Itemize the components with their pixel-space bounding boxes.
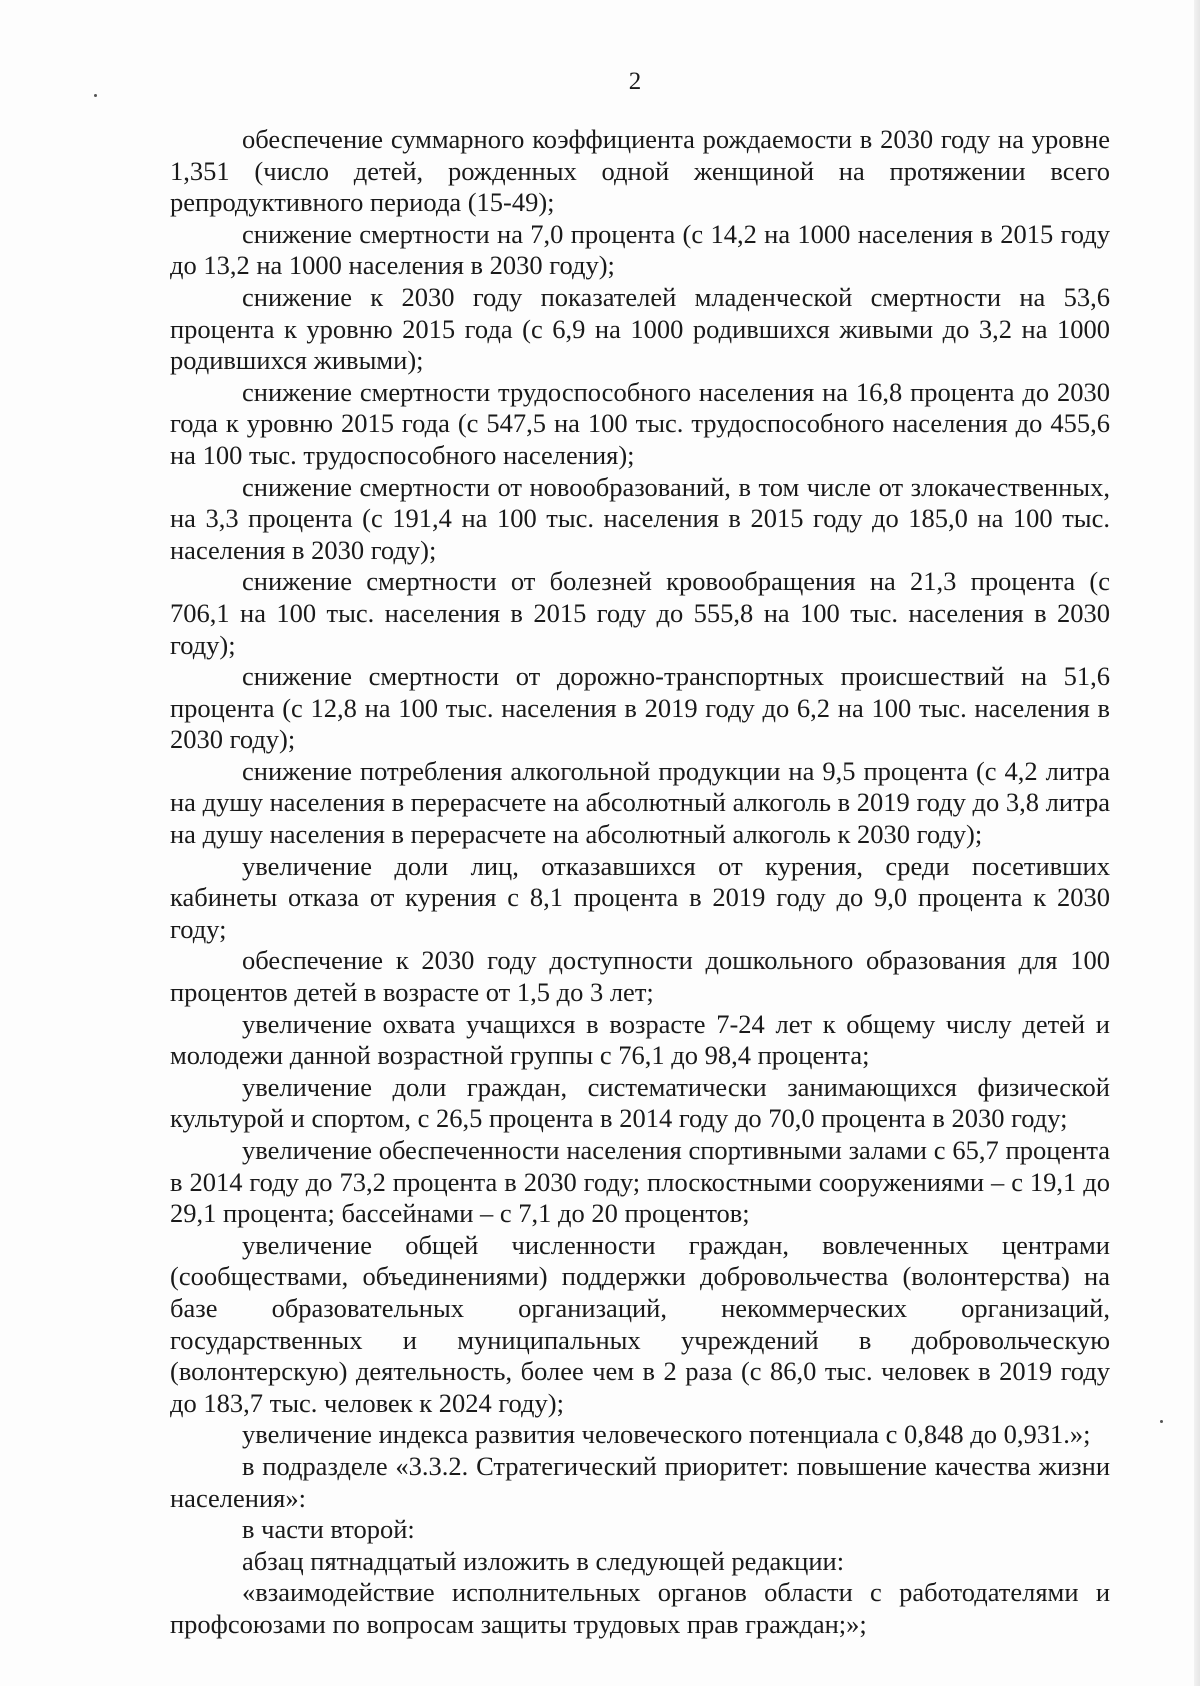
page-number: 2 (628, 68, 642, 95)
paragraph: увеличение индекса развития человеческого потенциала с 0,848 до 0,931.»; (242, 1419, 1091, 1450)
paragraph: снижение смертности от новообразований, в том числе от злокачественных, на 3,3 процента (с 191,4 на 100 тыс. населения в 2015 году до 185,0 на 100 тыс. населения в 2030 году); (170, 471, 1110, 565)
scan-speck (1160, 1420, 1163, 1423)
paragraph: в части второй: (242, 1514, 415, 1545)
paragraph: увеличение общей численности граждан, вовлеченных центрами (сообществами, объединениями) поддержки добровольчества (волонтерства) на базе образовательных организаций, некоммерческих организаций, государственных и муниципальных учреждений в добровольческую (волонтерскую) деятельность, более чем в 2 раза (с 86,0 тыс. человек в 2019 году до 183,7 тыс. человек к 2024 году); (170, 1229, 1110, 1418)
paragraph: снижение потребления алкогольной продукции на 9,5 процента (с 4,2 литра на душу населения в перерасчете на абсолютный алкоголь в 2019 году до 3,8 литра на душу населения в перерасчете на абсолютный алкоголь к 2030 году); (170, 755, 1110, 850)
paragraph: увеличение охвата учащихся в возрасте 7-24 лет к общему числу детей и молодежи данной возрастной группы с 76,1 до 98,4 процента; (170, 1008, 1110, 1071)
paragraph: снижение смертности от болезней кровообращения на 21,3 процента (с 706,1 на 100 тыс. населения в 2015 году до 555,8 на 100 тыс. населения в 2030 году); (170, 566, 1110, 660)
paragraph: снижение к 2030 году показателей младенческой смертности на 53,6 процента к уровню 2015 года (с 6,9 на 1000 родившихся живыми до 3,2 на 1000 родившихся живыми); (170, 281, 1110, 376)
scan-edge (1194, 0, 1200, 1686)
paragraph: обеспечение к 2030 году доступности дошкольного образования для 100 процентов детей в возрасте от 1,5 до 3 лет; (170, 945, 1110, 1008)
scan-speck (94, 94, 97, 97)
paragraph: обеспечение суммарного коэффициента рождаемости в 2030 году на уровне 1,351 (число детей, рожденных одной женщиной на протяжении всего репродуктивного периода (15-49); (170, 124, 1110, 218)
paragraph: увеличение обеспеченности населения спортивными залами с 65,7 процента в 2014 году до 73,2 процента в 2030 году; плоскостными сооружениями – с 19,1 до 29,1 процента; бассейнами – с 7,1 до 20 процентов; (170, 1135, 1110, 1229)
paragraph: снижение смертности на 7,0 процента (с 14,2 на 1000 населения в 2015 году до 13,2 на 1000 населения в 2030 году); (170, 218, 1110, 281)
paragraph: «взаимодействие исполнительных органов области с работодателями и профсоюзами по вопросам защиты трудовых прав граждан;»; (170, 1577, 1110, 1639)
paragraph: снижение смертности от дорожно-транспортных происшествий на 51,6 процента (с 12,8 на 100 тыс. населения в 2019 году до 6,2 на 100 тыс. населения в 2030 году); (170, 661, 1110, 755)
paragraph: увеличение доли лиц, отказавшихся от курения, среди посетивших кабинеты отказа от курения с 8,1 процента в 2019 году до 9,0 процента к 2030 году; (170, 850, 1110, 944)
paragraph: в подразделе «3.3.2. Стратегический приоритет: повышение качества жизни населения»: (170, 1450, 1110, 1513)
paragraph: снижение смертности трудоспособного населения на 16,8 процента до 2030 года к уровню 2015 года (с 547,5 на 100 тыс. трудоспособного населения до 455,6 на 100 тыс. трудоспособного населения); (170, 376, 1110, 470)
paragraph: абзац пятнадцатый изложить в следующей редакции: (242, 1545, 845, 1576)
paragraph: увеличение доли граждан, систематически занимающихся физической культурой и спортом, с 26,5 процента в 2014 году до 70,0 процента в 2030 году; (170, 1071, 1110, 1134)
document-body (170, 124, 1110, 1641)
